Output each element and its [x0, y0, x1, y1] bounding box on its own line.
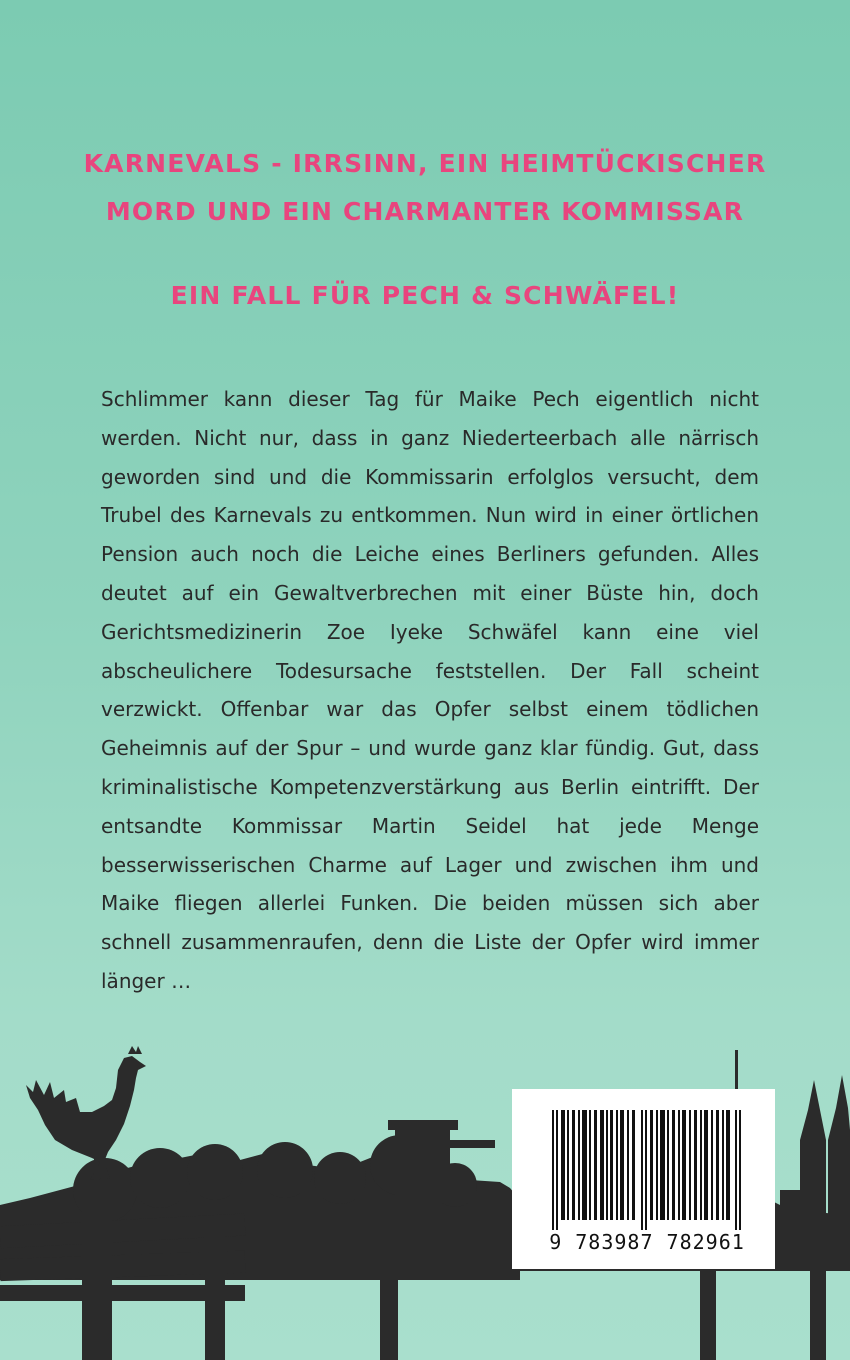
blurb-text: Schlimmer kann dieser Tag für Maike Pech eigentlich nicht werden. Nicht nur, dass in ganz Niederteerbach alle närrisch geworden sind und die Kommissarin erfolglos versucht, dem Trubel des Karnevals zu entkommen. Nun wird in einer örtlichen Pension auch noch die Leiche eines Berliners gefunden. Alles deutet auf ein Gewaltverbrechen mit einer Büste hin, doch Gerichtsmedizinerin Zoe Iyeke Schwäfel kann eine viel abscheulichere Todesursache feststellen. Der Fall scheint verzwickt. Offenbar war das Opfer selbst einem tödlichen Geheimnis auf der Spur – und wurde ganz klar fündig. Gut, dass kriminalistische Kompetenzverstärkung aus Berlin eintrifft. Der entsandte Kommissar Martin Seidel hat jede Menge besserwisserischen Charme auf Lager und zwischen ihm und Maike fliegen allerlei Funken. Die beiden müssen sich aber schnell zusammenraufen, denn die Liste der Opfer wird immer länger … — [101, 387, 759, 993]
isbn-barcode — [512, 1089, 775, 1269]
tagline-line-2: MORD UND EIN CHARMANTER KOMMISSAR — [105, 197, 745, 226]
barcode-icon — [552, 1110, 742, 1230]
tagline-line-1: KARNEVALS - IRRSINN, EIN HEIMTÜCKISCHER — [83, 149, 767, 178]
tagline-2: EIN FALL FÜR PECH & SCHWÄFEL! — [170, 281, 680, 310]
tagline-1 — [40, 140, 810, 236]
isbn-number: 9 783987 782961 — [549, 1230, 745, 1254]
